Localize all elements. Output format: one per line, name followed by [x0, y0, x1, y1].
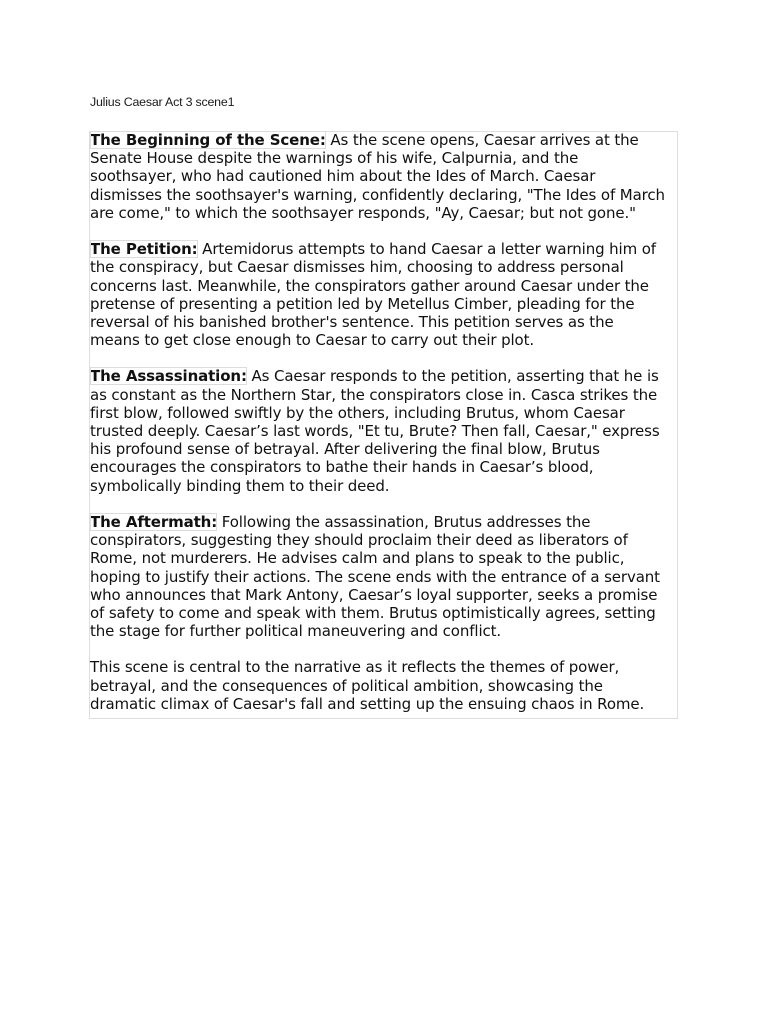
- section-line: the stage for further political maneuvering and conflict.: [90, 622, 502, 641]
- section-line: the conspiracy, but Caesar dismisses him, choosing to address personal: [90, 258, 624, 277]
- section-line: [90, 513, 680, 531]
- section-line: are come," to which the soothsayer responds, "Ay, Caesar; but not gone.": [90, 203, 636, 222]
- section-line: [90, 240, 680, 258]
- section-heading: The Assassination:: [90, 367, 247, 386]
- section-heading: The Beginning of the Scene:: [90, 131, 326, 149]
- section-line: Senate House despite the warnings of his wife, Calpurnia, and the: [90, 149, 579, 168]
- section-line: reversal of his banished brother's sentence. This petition serves as the: [90, 312, 614, 331]
- conclusion-paragraph: [90, 658, 680, 713]
- section-beginning: [90, 131, 680, 222]
- section-aftermath: [90, 513, 680, 640]
- document-title: Julius Caesar Act 3 scene1: [90, 95, 235, 109]
- section-line: hoping to justify their actions. The scene ends with the entrance of a servant: [90, 567, 660, 586]
- section-text: Following the assassination, Brutus addresses the: [217, 512, 591, 531]
- section-heading: The Petition:: [90, 240, 198, 259]
- conclusion-line: This scene is central to the narrative as it reflects the themes of power,: [90, 658, 620, 677]
- section-text: Artemidorus attempts to hand Caesar a letter warning him of: [197, 240, 656, 259]
- section-line: [90, 367, 680, 385]
- section-line: encourages the conspirators to bathe their hands in Caesar’s blood,: [90, 458, 594, 477]
- section-line: soothsayer, who had cautioned him about the Ides of March. Caesar: [90, 167, 596, 186]
- section-line: concerns last. Meanwhile, the conspirators gather around Caesar under the: [90, 276, 649, 295]
- section-line: his profound sense of betrayal. After delivering the final blow, Brutus: [90, 440, 600, 459]
- section-line: of safety to come and speak with them. Brutus optimistically agrees, setting: [90, 603, 656, 622]
- section-line: conspirators, suggesting they should proclaim their deed as liberators of: [90, 531, 628, 550]
- section-assassination: [90, 367, 680, 494]
- section-line: dismisses the soothsayer's warning, confidently declaring, "The Ides of March: [90, 185, 665, 204]
- section-line: first blow, followed swiftly by the others, including Brutus, whom Caesar: [90, 403, 625, 422]
- section-heading: The Aftermath:: [90, 512, 218, 531]
- section-line: means to get close enough to Caesar to carry out their plot.: [90, 331, 534, 350]
- section-petition: [90, 240, 680, 349]
- section-text: As Caesar responds to the petition, asserting that he is: [246, 367, 659, 386]
- section-line: [90, 131, 680, 149]
- section-line: pretense of presenting a petition led by Metellus Cimber, pleading for the: [90, 294, 635, 313]
- section-line: symbolically binding them to their deed.: [90, 476, 390, 495]
- section-text: As the scene opens, Caesar arrives at the: [325, 131, 639, 149]
- summary-text-box: [90, 131, 680, 713]
- section-line: who announces that Mark Antony, Caesar’s loyal supporter, seeks a promise: [90, 585, 658, 604]
- section-line: trusted deeply. Caesar’s last words, "Et tu, Brute? Then fall, Caesar," express: [90, 422, 660, 440]
- conclusion-line: dramatic climax of Caesar's fall and setting up the ensuing chaos in Rome.: [90, 694, 645, 713]
- section-line: as constant as the Northern Star, the conspirators close in. Casca strikes the: [90, 385, 658, 404]
- conclusion-line: betrayal, and the consequences of political ambition, showcasing the: [90, 676, 603, 695]
- section-line: Rome, not murderers. He advises calm and plans to speak to the public,: [90, 549, 625, 568]
